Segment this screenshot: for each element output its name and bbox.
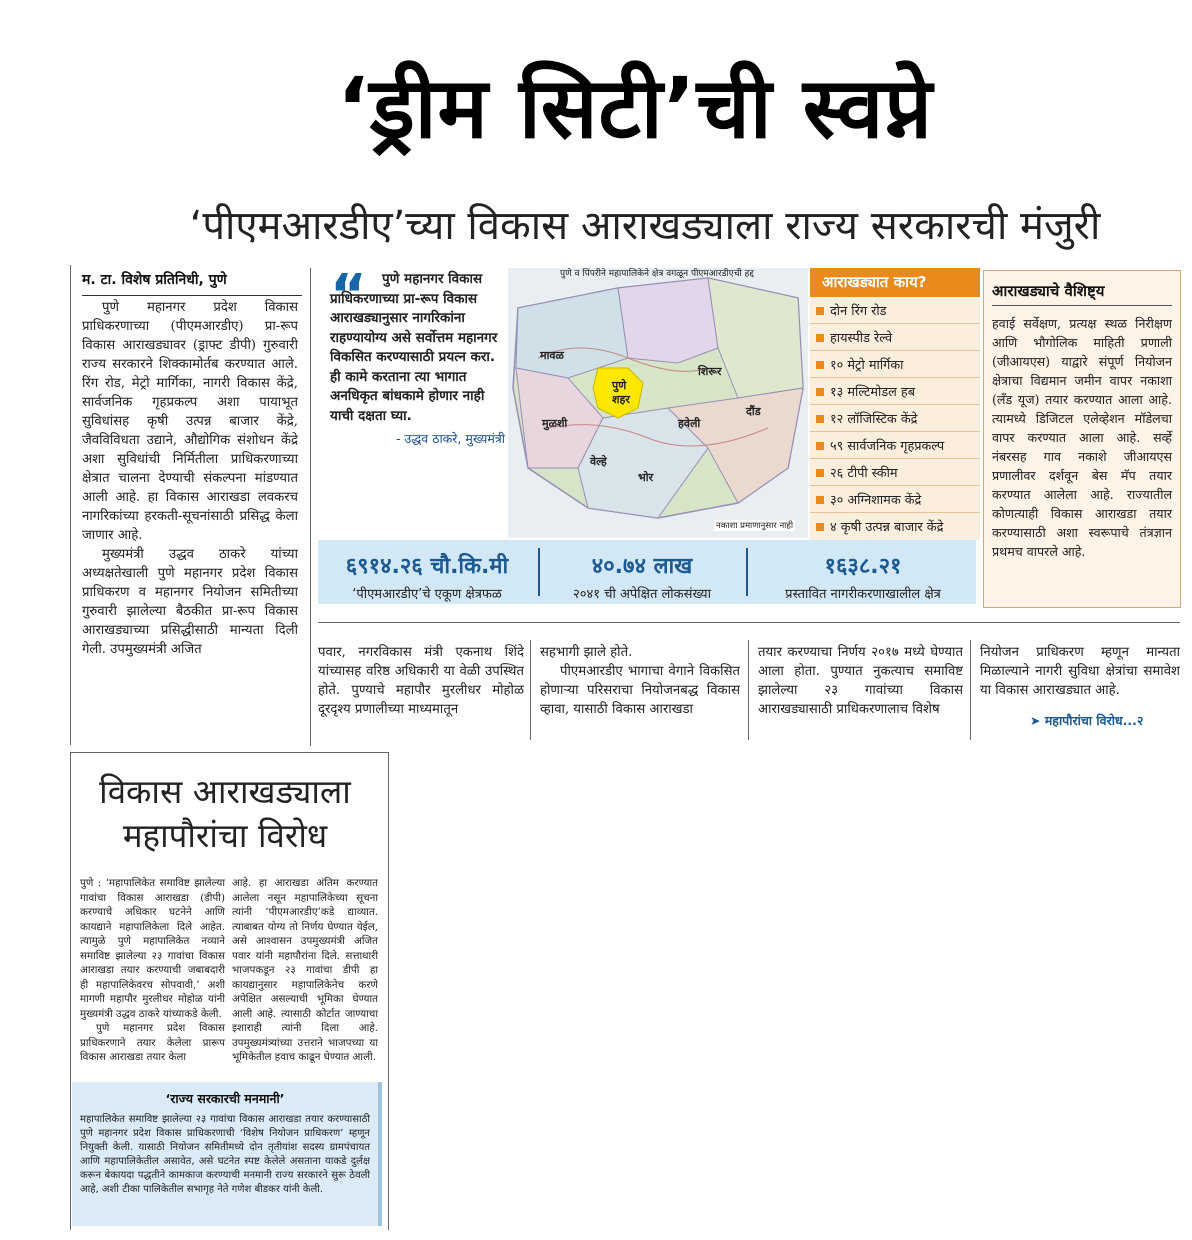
features-box: [983, 270, 1181, 608]
stat-label: २०४१ ची अपेक्षित लोकसंख्या: [573, 587, 711, 602]
main-story-col4: तयार करण्याचा निर्णय २०१७ मध्ये घेण्यात आला होता. पुण्यात नुकत्याच समाविष्ट झालेल्या २३ गावांच्या विकास आराखड्यासाठी प्राधिकरणालाच विशेष: [758, 645, 963, 717]
bullet-square-icon: [816, 469, 824, 477]
bullet-square-icon: [816, 442, 824, 450]
plan-item: १२ लॉजिस्टिक केंद्रे: [810, 405, 980, 432]
column-rule: [310, 268, 311, 746]
map-label: मावळ: [540, 349, 564, 362]
section-rule: [318, 622, 1180, 623]
story2-col1: [80, 876, 225, 1072]
story2-headline-line: विकास आराखड्याला: [99, 772, 351, 811]
continued-link[interactable]: ➤ महापौरांचा विरोध...२: [1030, 713, 1144, 728]
quote-attribution: - उद्धव ठाकरे, मुख्यमंत्री: [395, 431, 505, 446]
map-caption: पुणे व पिंपरीने महापालिकेने क्षेत्र वगळून पीएमआरडीएची हद्द: [560, 269, 754, 279]
plan-contents-box: [810, 268, 980, 540]
main-story-col2: पवार, नगरविकास मंत्री एकनाथ शिंदे यांच्यासह वरिष्ठ अधिकारी या वेळी उपस्थित होते. पुण्याचे महापौर मुरलीधर मोहोळ दूरदृश्य प्रणालीच्या माध्यमातून: [318, 645, 524, 717]
features-title: आराखड्याचे वैशिष्ट्य: [992, 281, 1172, 306]
subheadline: ‘पीएमआरडीए’च्या विकास आराखड्याला राज्य सरकारची मंजुरी: [189, 203, 1101, 249]
bullet-square-icon: [816, 415, 824, 423]
map-label: वेल्हे: [590, 455, 607, 468]
column-rule: [530, 640, 531, 740]
main-story-para: मुख्यमंत्री उद्धव ठाकरे यांच्या अध्यक्षतेखाली पुणे महानगर प्रदेश विकास प्राधिकरण व महानगर नियोजन समितीच्या गुरुवारी झालेल्या बैठकीत प्रा-रूप विकास आराखड्याच्या प्रसिद्धीसाठी मान्यता दिली गेली. उपमुख्यमंत्री अजित: [82, 547, 298, 657]
plan-item: दोन रिंग रोड: [810, 297, 980, 324]
plan-contents-title: आराखड्यात काय?: [810, 268, 980, 297]
plan-item: २६ टीपी स्कीम: [810, 459, 980, 486]
features-text: हवाई सर्वेक्षण, प्रत्यक्ष स्थळ निरीक्षण आणि भौगोलिक माहिती प्रणाली (जीआयएस) याद्वारे संपूर्ण नियोजन क्षेत्राचा विद्यमान जमीन वापर नकाशा (लँड यूज) तयार करण्यात आला आहे. त्यामध्ये डिजिटल एलेव्हेशन मॉडेलचा वापर करण्यात आला आहे. सर्व्हे नंबरसह गाव नकाशे जीआयएस प्रणालीवर दर्शवून बेस मॅप तयार करण्यात आलेला आहे. राज्यातील कोणत्याही विकास आराखडा तयार करण्यासाठी अशा स्वरूपाचे तंत्रज्ञान प्रथमच वापरले आहे.: [992, 316, 1172, 559]
stat-label: प्रस्तावित नागरीकरणाखालील क्षेत्र: [785, 587, 941, 602]
stat-label: ‘पीएमआरडीए’चे एकूण क्षेत्रफळ: [352, 587, 502, 602]
map-label: शहर: [612, 393, 630, 406]
stat-value: १६३८.२१: [824, 554, 902, 579]
main-story-para: पीएमआरडीए भागाचा वेगाने विकसित होणाऱ्या परिसराचा नियोजनबद्ध विकास व्हावा, यासाठी विकास आराखडा: [540, 664, 740, 717]
column-rule: [748, 640, 749, 740]
quote-mark-icon: “: [330, 263, 367, 328]
plan-item: ३० अग्निशामक केंद्रे: [810, 486, 980, 513]
quote-box: [330, 263, 505, 447]
story2-headline-line: महापौरांचा विरोध: [122, 816, 328, 855]
left-rule: [70, 265, 71, 745]
map-label: दौंड: [746, 405, 761, 418]
story2-para: पुणे : ‘महापालिकेत समाविष्ट झालेल्या गावांचा विकास आराखडा (डीपी) करण्याचे अधिकार घटनेने आणि कायद्याने महापालिकेला दिले आहेत. त्यामुळे पुणे महापालिकेत नव्याने समाविष्ट झालेल्या २३ गावांचा विकास आराखडा तयार करण्याची जबाबदारी ही महापालिकेवरच सोपवावी,’ अशी मागणी महापौर मुरलीधर मोहोळ यांनी मुख्यमंत्री उद्धव ठाकरे यांच्याकडे केली.: [80, 877, 225, 1020]
map-label: मुळशी: [542, 417, 568, 430]
main-story-col5: नियोजन प्राधिकरण म्हणून मान्यता मिळाल्याने नागरी सुविधा क्षेत्रांचा समावेश या विकास आराखड्यात आहे.: [980, 645, 1180, 698]
plan-item: ५९ सार्वजनिक गृहप्रकल्प: [810, 432, 980, 459]
column-rule: [970, 640, 971, 740]
bullet-square-icon: [816, 334, 824, 342]
story2-col2: आहे. हा आराखडा अंतिम करण्यात आलेला नसून महापालिकेच्या सूचना त्यांनी ‘पीएमआरडीए’कडे द्याव्यात. त्याबाबत योग्य तो निर्णय घेण्यात येईल, असे आश्वासन उपमुख्यमंत्री अजित पवार यांनी महापौरांना दिले. सत्ताधारी भाजपकडून २३ गावांचा डीपी हा कायद्यानुसार महापालिकेनेच करणे अपेक्षित असल्याची भूमिका घेण्यात आली आहे. त्यासाठी कोर्टात जाण्याचा इशाराही त्यांनी दिला आहे. उपमुख्यमंत्र्यांच्या उत्तराने भाजपच्या या भूमिकेतील हवाच काढून घेण्यात आली.: [232, 877, 378, 1063]
story2-box-text: महापालिकेत समाविष्ट झालेल्या २३ गावांचा विकास आराखडा तयार करण्यासाठी पुणे महानगर प्रदेश विकास प्राधिकरणाची ‘विशेष नियोजन प्राधिकरण’ म्हणून नियुक्ती केली. यासाठी नियोजन समितीमध्ये दोन तृतीयांश सदस्य ग्रामपंचायत आणि महापालिकेतील असावेत, असे घटनेत स्पष्ट केलेले असताना याकडे दुर्लक्ष करून बेकायदा पद्धतीने कामकाज करण्याची मनमानी राज्य सरकारने सुरू ठेवली आहे, अशी टीका पालिकेतील सभागृह नेते गणेश बीडकर यांनी केली.: [80, 1114, 370, 1195]
story2-para: पुणे महानगर प्रदेश विकास प्राधिकरणाने तयार केलेला प्रारूप विकास आराखडा तयार केला: [80, 1022, 225, 1063]
quote-text: पुणे महानगर विकास प्राधिकरणाच्या प्रा-रूप विकास आराखड्यानुसार नागरिकांना राहण्यायोग्य असे सर्वोत्तम महानगर विकसित करण्यासाठी प्रयत्न करा. ही कामे करताना त्या भागात अनधिकृत बांधकामे होणार नाही याची दक्षता घ्या.: [330, 271, 498, 424]
map-note: नकाशा प्रमाणानुसार नाही: [716, 521, 794, 531]
map-label: शिरूर: [698, 365, 722, 378]
stat-value: ४०.७४ लाख: [591, 554, 693, 579]
story2-box-title: ‘राज्य सरकारची मनमानी’: [165, 1091, 285, 1106]
main-story-col1: [82, 298, 298, 748]
map-label: हवेली: [678, 417, 701, 430]
plan-item: हायस्पीड रेल्वे: [810, 324, 980, 351]
byline: म. टा. विशेष प्रतिनिधी, पुणे: [82, 270, 302, 296]
stat-divider: [538, 548, 540, 596]
stat-area: [318, 540, 536, 604]
bullet-square-icon: [816, 307, 824, 315]
plan-item: १३ मल्टिमोडल हब: [810, 378, 980, 405]
stat-population: [542, 540, 742, 604]
main-story-para: सहभागी झाले होते.: [540, 645, 633, 660]
bullet-square-icon: [816, 496, 824, 504]
map-label: भोर: [638, 471, 654, 484]
plan-item: १० मेट्रो मार्गिका: [810, 351, 980, 378]
story2-headline: [60, 770, 390, 858]
story2-top-rule: [70, 752, 388, 753]
bullet-square-icon: [816, 388, 824, 396]
stat-value: ६९१४.२६ चौ.कि.मी: [345, 554, 509, 579]
stat-divider: [746, 548, 748, 596]
main-story-col3: [540, 643, 740, 743]
plan-item: ४ कृषी उत्पन्न बाजार केंद्रे: [810, 513, 980, 539]
story2-sidebar-box: [72, 1082, 382, 1226]
stat-urban-area: [750, 540, 976, 604]
headline: ‘ड्रीम सिटी’ची स्वप्ने: [336, 59, 934, 157]
main-story-para: पुणे महानगर प्रदेश विकास प्राधिकरणाच्या (पीएमआरडीए) प्रा-रूप विकास आराखड्यावर (ड्राफ्ट डीपी) गुरुवारी राज्य सरकारने शिक्कामोर्तब करण्यात आले. रिंग रोड, मेट्रो मार्गिका, नागरी विकास केंद्रे, सार्वजनिक गृहप्रकल्प अशा पायाभूत सुविधांसह कृषी उत्पन्न बाजार केंद्रे, जैवविविधता उद्याने, औद्योगिक संशोधन केंद्रे अशा सुविधांची निर्मितीला प्राधिकरणाच्या क्षेत्रात चालना देण्याची संकल्पना मांडण्यात आली आहे. हा विकास आराखडा लवकरच नागरिकांच्या हरकती-सूचनांसाठी प्रसिद्ध केला जाणार आहे.: [82, 300, 298, 543]
stats-strip: [318, 540, 976, 604]
map-label: पुणे: [612, 379, 627, 392]
bullet-square-icon: [816, 361, 824, 369]
pmrda-map: [508, 268, 808, 538]
bullet-square-icon: [816, 523, 824, 531]
